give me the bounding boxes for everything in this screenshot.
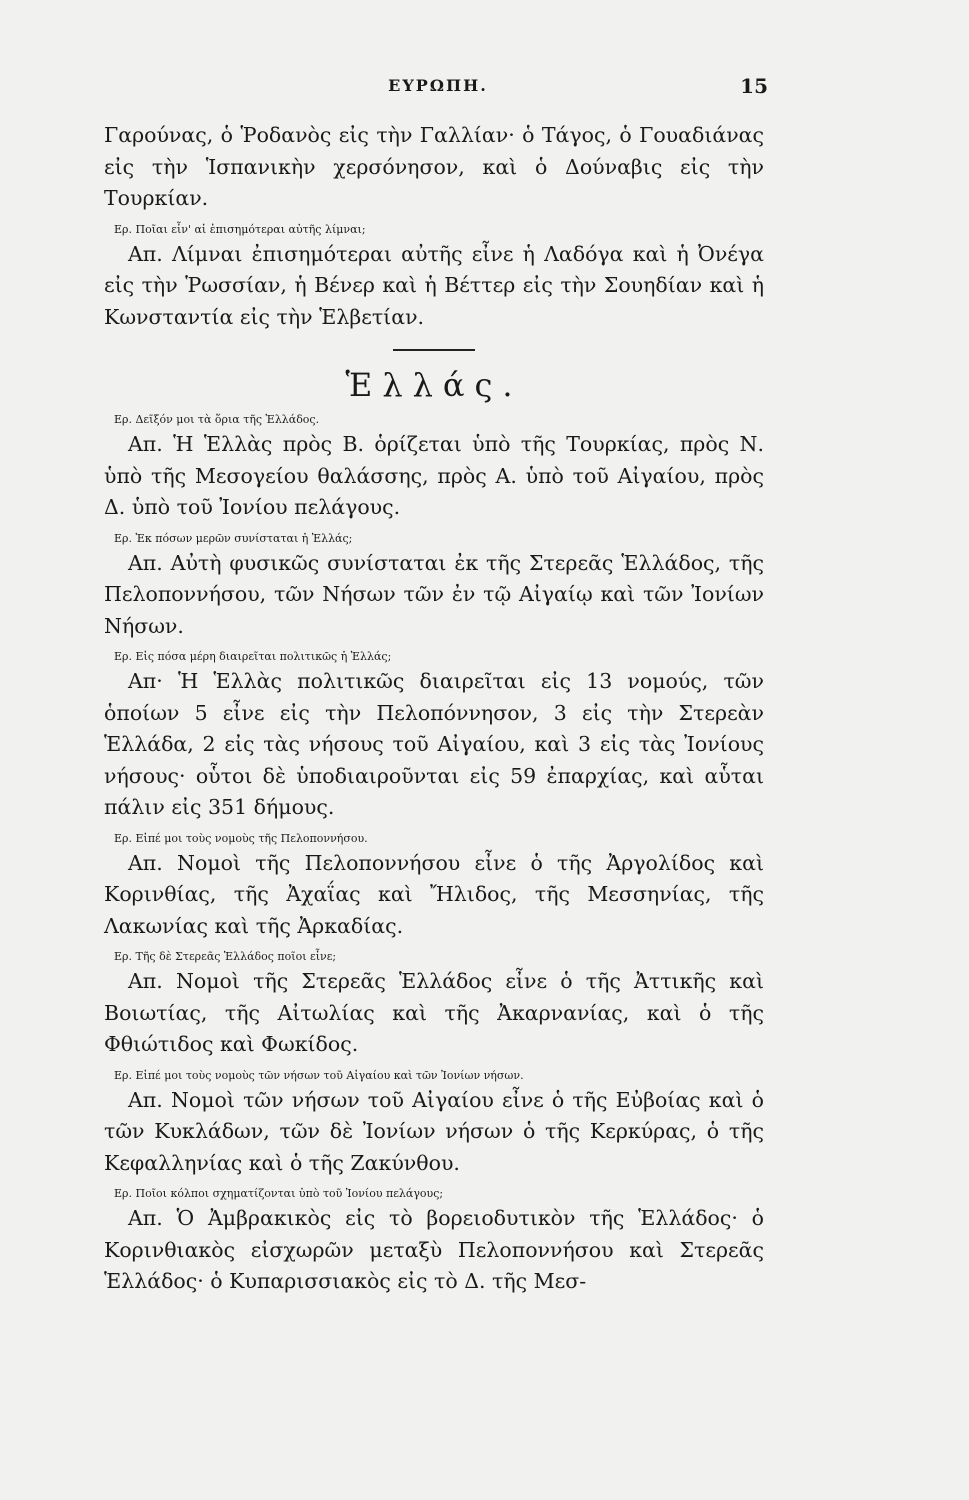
- page-body: [104, 120, 764, 1298]
- page-number: 15: [740, 74, 768, 98]
- answer-political-division: Απ· Ἡ Ἑλλὰς πολιτικῶς διαιρεῖται εἰς 13 νομούς, τῶν ὁποίων 5 εἶνε εἰς τὴν Πελοπόννησον, 3 εἰς τὴν Στερεὰν Ἑλλάδα, 2 εἰς τὰς νήσους τοῦ Αἰγαίου, καὶ 3 εἰς τὰς Ἰονίους νήσους· οὗτοι δὲ ὑποδιαιροῦνται εἰς 59 ἐπαρχίας, καὶ αὗται πάλιν εἰς 351 δήμους.: [104, 669, 764, 819]
- answer-peloponnese-prefectures: Απ. Νομοὶ τῆς Πελοποννήσου εἶνε ὁ τῆς Ἀργολίδος καὶ Κορινθίας, τῆς Ἀχαΐας καὶ Ἤλιδος, τῆς Μεσσηνίας, τῆς Λακωνίας καὶ τῆς Ἀρκαδίας.: [104, 850, 764, 938]
- question-political-division: Ερ. Εἰς πόσα μέρη διαιρεῖται πολιτικῶς ἡ Ἑλλάς;: [114, 650, 392, 663]
- section-divider: [393, 349, 475, 351]
- question-borders: Ερ. Δεῖξόν μοι τὰ ὅρια τῆς Ἑλλάδος.: [114, 413, 320, 426]
- running-title: ΕΥΡΩΠΗ.: [388, 76, 488, 95]
- answer-lakes: Απ. Λίμναι ἐπισημότεραι αὐτῆς εἶνε ἡ Λαδόγα καὶ ἡ Ὀνέγα εἰς τὴν Ῥωσσίαν, ἡ Βένερ καὶ ἡ Βέττερ εἰς τὴν Σουηδίαν καὶ ἡ Κωνσταντία εἰς τὴν Ἑλβετίαν.: [104, 241, 764, 329]
- answer-central-greece: Απ. Νομοὶ τῆς Στερεᾶς Ἑλλάδος εἶνε ὁ τῆς Ἀττικῆς καὶ Βοιωτίας, τῆς Αἰτωλίας καὶ τῆς Ἀκαρνανίας, καὶ ὁ τῆς Φθιώτιδος καὶ Φωκίδος.: [104, 969, 764, 1056]
- answer-ionian-gulfs: Απ. Ὁ Ἀμβρακικὸς εἰς τὸ βορειοδυτικὸν τῆς Ἑλλάδος· ὁ Κορινθιακὸς εἰσχωρῶν μεταξὺ Πελοποννήσου καὶ Στερεᾶς Ἑλλάδος· ὁ Κυπαρισσιακὸς εἰς τὸ Δ. τῆς Μεσ-: [104, 1206, 764, 1293]
- answer-island-prefectures: Απ. Νομοὶ τῶν νήσων τοῦ Αἰγαίου εἶνε ὁ τῆς Εὐβοίας καὶ ὁ τῶν Κυκλάδων, τῶν δὲ Ἰονίων νήσων ὁ τῆς Κερκύρας, ὁ τῆς Κεφαλληνίας καὶ ὁ τῆς Ζακύνθου.: [104, 1087, 764, 1175]
- answer-parts: Απ. Αὐτὴ φυσικῶς συνίσταται ἐκ τῆς Στερεᾶς Ἑλλάδος, τῆς Πελοποννήσου, τῶν Νήσων τῶν ἐν τῷ Αἰγαίῳ καὶ τῶν Ἰονίων Νήσων.: [104, 550, 764, 638]
- question-parts: Ερ. Ἐκ πόσων μερῶν συνίσταται ἡ Ἑλλάς;: [114, 531, 353, 545]
- question-island-prefectures: Ερ. Εἰπέ μοι τοὺς νομοὺς τῶν νήσων τοῦ Αἰγαίου καὶ τῶν Ἰονίων νήσων.: [114, 1068, 524, 1082]
- page-header: [108, 76, 768, 104]
- question-lakes: Ερ. Ποῖαι εἶν' αἱ ἐπισημότεραι αὐτῆς λίμναι;: [114, 222, 366, 236]
- question-peloponnese-prefectures: Ερ. Εἰπέ μοι τοὺς νομοὺς τῆς Πελοποννήσου.: [114, 831, 368, 845]
- answer-borders: Απ. Ἡ Ἑλλὰς πρὸς Β. ὁρίζεται ὑπὸ τῆς Τουρκίας, πρὸς Ν. ὑπὸ τῆς Μεσογείου θαλάσσης, πρὸς Α. ὑπὸ τοῦ Αἰγαίου, πρὸς Δ. ὑπὸ τοῦ Ἰονίου πελάγους.: [104, 432, 764, 519]
- paragraph-rivers-end: Γαρούνας, ὁ Ῥοδανὸς εἰς τὴν Γαλλίαν· ὁ Τάγος, ὁ Γουαδιάνας εἰς τὴν Ἱσπανικὴν χερσόνησον, καὶ ὁ Δούναβις εἰς τὴν Τουρκίαν.: [104, 123, 764, 210]
- section-title: Ἑλλάς.: [345, 366, 523, 404]
- question-central-greece: Ερ. Τῆς δὲ Στερεᾶς Ἑλλάδος ποῖοι εἶνε;: [114, 950, 337, 963]
- question-ionian-gulfs: Ερ. Ποῖοι κόλποι σχηματίζονται ὑπὸ τοῦ Ἰονίου πελάγους;: [114, 1187, 444, 1200]
